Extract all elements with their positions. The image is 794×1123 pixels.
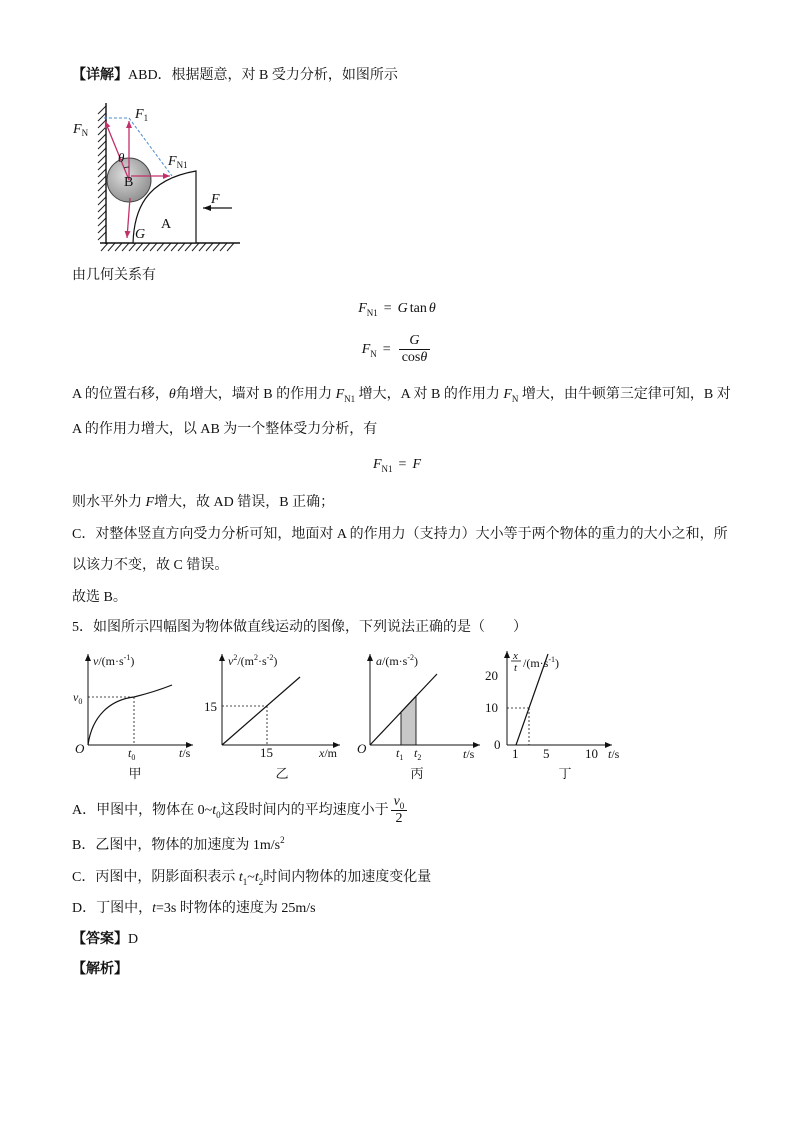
bing-caption: 丙 (410, 766, 424, 781)
equation-fn1-tan (0, 299, 794, 319)
option-c-t2-sub: 2 (258, 877, 264, 887)
option-d-s2: =3s 时物体的速度为 25m/s (156, 901, 316, 916)
option-a (72, 794, 409, 828)
question-5-stem: 5．如图所示四幅图为物体做直线运动的图像，下列说法正确的是（ ） (72, 620, 527, 635)
option-a-numerator (391, 794, 408, 810)
jia-origin-label: O (75, 741, 85, 756)
option-b (72, 836, 285, 856)
yi-y-tick: 15 (204, 699, 217, 714)
eq2-denominator (399, 349, 431, 366)
analysis-tag: 【解析】 (72, 962, 128, 977)
option-b-exp: 2 (280, 835, 285, 845)
detail-line (72, 66, 398, 86)
option-c-s1: C．丙图中，阴影面积表示 (72, 870, 239, 885)
eq2-sub: N (370, 349, 377, 359)
ding-x-tick-5: 5 (543, 746, 550, 761)
answer-tag: 【答案】 (72, 932, 128, 947)
label-push-force: F (211, 192, 220, 207)
geometry-note: 由几何关系有 (72, 268, 156, 283)
eq2-den-theta: θ (420, 350, 428, 366)
paragraph-whole-system: A 的作用力增大，以 AB 为一个整体受力分析，有 (72, 422, 378, 437)
label-fn: $F_N$ (73, 122, 89, 138)
yi-x-tick: 15 (260, 745, 273, 760)
detail-tag: 【详解】 (72, 68, 128, 83)
option-c-t1: t (238, 870, 243, 885)
eq1-f: F (358, 301, 367, 316)
label-theta: θ (118, 150, 125, 165)
ding-y-denominator: t (514, 662, 518, 674)
graph-yi (204, 653, 340, 781)
para-a-sub2: N (511, 394, 519, 404)
para-a-s1: A 的位置右移， (72, 387, 169, 402)
eq3-sub: N1 (381, 464, 393, 474)
eq1-op: = (383, 301, 392, 316)
ding-caption: 丁 (558, 766, 572, 781)
eq2-den-fn: cos (401, 350, 421, 366)
eq1-sub: N1 (366, 308, 378, 318)
option-d-s1: D．丁图中， (72, 901, 153, 916)
bing-origin-label: O (357, 741, 367, 756)
jia-t0-label: $t_0$ (128, 746, 136, 762)
eq2-f: F (361, 342, 371, 357)
label-block-a: A (161, 217, 172, 232)
para-a-f2: F (503, 387, 512, 402)
option-a-s2: 这段时间内的平均速度小于 (220, 803, 389, 818)
ding-x-tick-1: 1 (512, 746, 519, 761)
option-a-denominator: 2 (391, 810, 408, 827)
gravity-arrow (127, 198, 130, 238)
para-a-f1: F (335, 387, 345, 402)
ding-y-tick-0: 0 (494, 737, 501, 752)
eq3-op: = (398, 457, 407, 472)
equation-fn-cos (0, 330, 794, 370)
graph-bing (357, 653, 480, 781)
jia-y-label: $v/(m\cdot s^{-1})$ (93, 653, 135, 668)
yi-x-label: x/m (319, 746, 337, 760)
jia-x-label: t/s (179, 746, 191, 760)
eq1-fn: tan (409, 301, 427, 316)
para-c-f: F (145, 495, 155, 510)
question-5-graphs (60, 640, 650, 790)
ding-y-numerator: x (513, 650, 518, 662)
jia-v0-label: $v_0$ (73, 690, 83, 706)
option-a-t: t (212, 803, 217, 818)
force-diagram (60, 95, 250, 260)
yi-y-label: $v^2/(m^2\cdot s^{-2})$ (228, 653, 278, 668)
option-a-num-v: v (393, 794, 400, 810)
eq3-f: F (372, 457, 382, 472)
option-a-fraction (391, 794, 408, 827)
yi-line (222, 677, 300, 745)
label-ball-b: B (124, 175, 134, 190)
yi-caption: 乙 (275, 766, 289, 781)
detail-text: ABD．根据题意，对 B 受力分析，如图所示 (128, 68, 398, 83)
eq1-g: G (397, 301, 408, 316)
bing-y-label: $a/(m\cdot s^{-2})$ (376, 653, 419, 668)
eq2-op: = (382, 342, 391, 357)
option-a-t-sub: 0 (216, 810, 221, 820)
ground-hatching (101, 243, 234, 251)
para-a-s2: 角增大，墙对 B 的作用力 (175, 387, 336, 402)
bing-x-label: t/s (463, 747, 475, 761)
option-c-s2: 时间内物体的加速度变化量 (263, 870, 432, 885)
equation-fn1-f (0, 455, 794, 475)
label-fn1: $F_{N1}$ (168, 154, 188, 170)
bing-t1-label: $t_1$ (396, 746, 404, 762)
para-a-s3: 增大，A 对 B 的作用力 (355, 387, 504, 402)
para-c-s2: 增大，故 AD 错误，B 正确； (154, 495, 335, 510)
option-c-t1-sub: 1 (242, 877, 248, 887)
ding-y-tick-20: 20 (485, 668, 498, 683)
eq2-numerator: G (409, 333, 420, 349)
para-a-theta: θ (168, 387, 176, 402)
paragraph-option-c-line2: 以该力不变，故 C 错误。 (72, 558, 229, 573)
label-f1: $F_1$ (135, 107, 149, 123)
answer-line (72, 930, 138, 950)
jia-curve (88, 685, 172, 745)
para-a-s4: 增大，由牛顿第三定律可知，B 对 (518, 387, 731, 402)
eq2-fraction (399, 333, 431, 366)
option-c-tilde: ~ (247, 870, 255, 885)
paragraph-conclusion: 故选 B。 (72, 590, 127, 605)
ding-y-unit: $/(m\cdot s^{-1})$ (523, 655, 560, 670)
option-b-s1: B．乙图中，物体的加速度为 1m/s (72, 838, 281, 853)
label-gravity: G (135, 227, 146, 242)
para-a-sub1: N1 (344, 394, 356, 404)
option-a-num-sub: 0 (399, 801, 405, 812)
paragraph-option-c-line1: C．对整体竖直方向受力分析可知，地面对 A 的作用力（支持力）大小等于两个物体的重力的大小之和，所 (72, 527, 728, 542)
answer-value: D (128, 932, 139, 947)
jia-caption: 甲 (128, 766, 142, 781)
wall-hatching (98, 106, 106, 240)
ding-y-tick-10: 10 (485, 700, 498, 715)
option-d (72, 899, 316, 919)
paragraph-external-force (72, 493, 334, 513)
option-c (72, 868, 431, 888)
option-a-s1: A．甲图中，物体在 0~ (72, 803, 213, 818)
graph-jia (73, 653, 193, 781)
graph-ding (485, 650, 620, 781)
ding-x-label: t/s (608, 747, 620, 761)
eq1-theta: θ (428, 301, 436, 316)
option-d-t: t (152, 901, 157, 916)
paragraph-position-shift (72, 385, 731, 405)
option-c-t2: t (254, 870, 259, 885)
ding-x-tick-10: 10 (585, 746, 598, 761)
bing-t2-label: $t_2$ (414, 746, 422, 762)
para-c-s1: 则水平外力 (72, 495, 146, 510)
eq3-rhs: F (412, 457, 422, 472)
